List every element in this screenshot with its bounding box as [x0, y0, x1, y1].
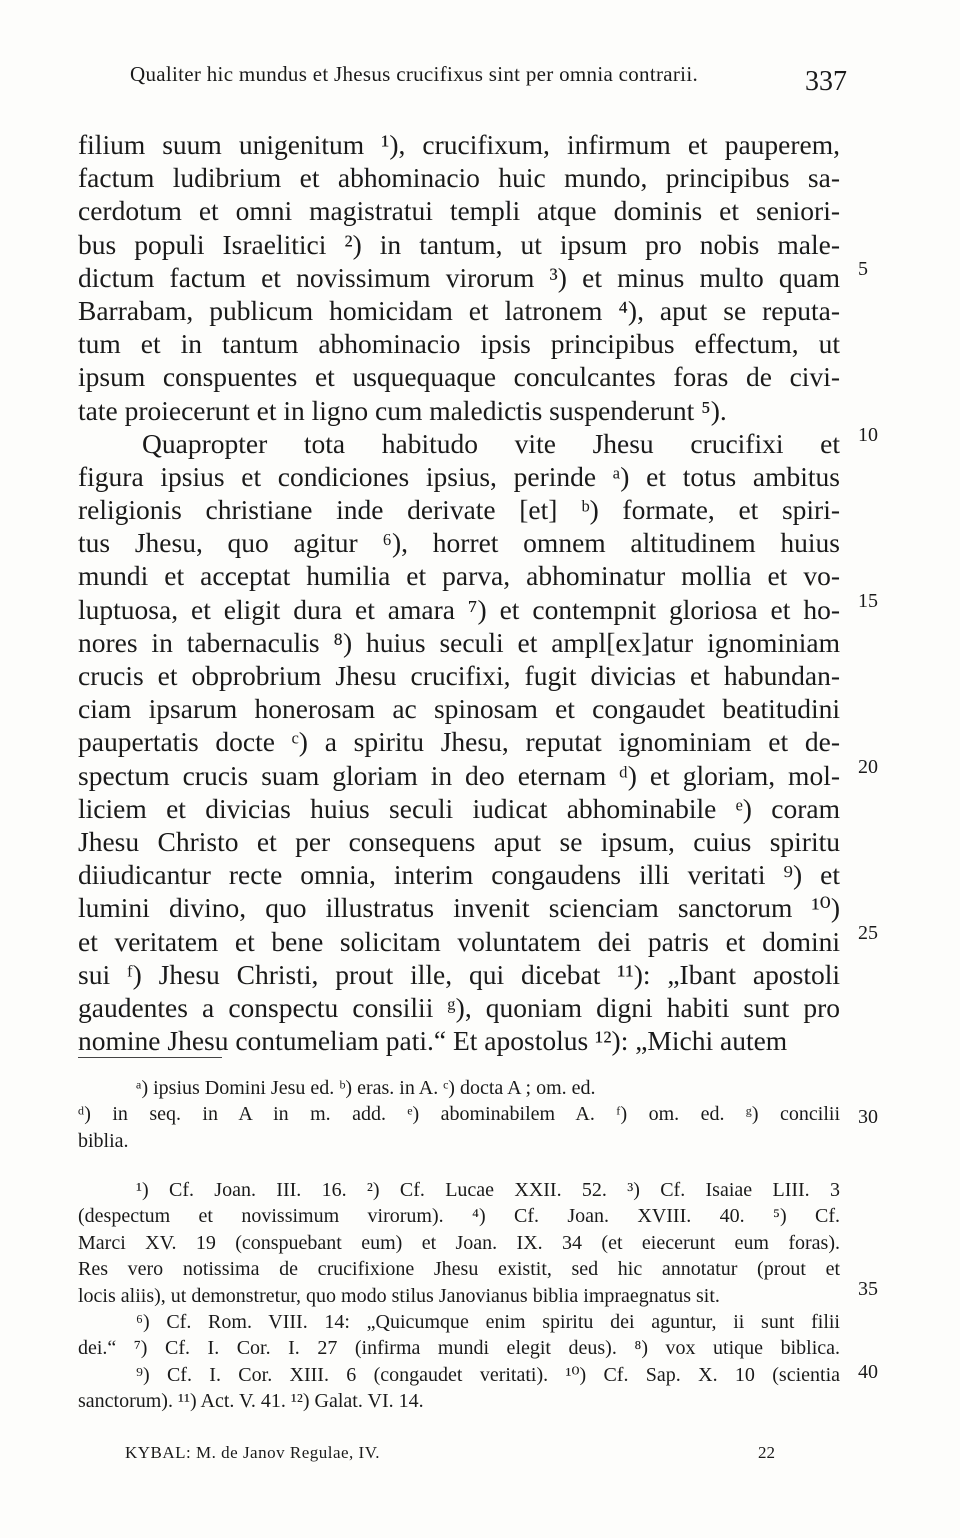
footnote-rule	[78, 1057, 222, 1058]
text-line: spectum crucis suam gloriam in deo eternam ᵈ) et gloriam, mol-	[78, 759, 840, 791]
text-line: crucis et obprobrium Jhesu crucifixi, fugit divicias et habundan-	[78, 660, 840, 691]
source-footnotes	[78, 1177, 840, 1415]
text-line: Barrabam, publicum homicidam et latronem ⁴), aput se reputa-	[78, 294, 840, 326]
text-line: ciam ipsarum honerosam ac spinosam et congaudet beatitudini	[78, 693, 840, 725]
text-line: sui ᶠ) Jhesu Christi, prout ille, qui dicebat ¹¹): „Ibant apostoli	[78, 958, 840, 990]
text-line: nomine Jhesu contumeliam pati.“ Et apostolus ¹²): „Michi autem	[78, 1025, 788, 1057]
margin-line-number: 10	[858, 424, 878, 446]
margin-line-number: 5	[858, 258, 868, 280]
note-line: Res vero notissima de crucifixione Jhesu existit, sed hic annotatur (prout et	[78, 1258, 840, 1281]
text-line: tum et in tantum abhominacio ipsis principibus effectum, ut	[78, 328, 840, 360]
note-line: locis aliis), ut demonstretur, quo modo stilus Janovianus biblia impraegnatus sit.	[78, 1284, 720, 1307]
note-line: ⁹) Cf. I. Cor. XIII. 6 (congaudet veritati). ¹⁰) Cf. Sap. X. 10 (scientia	[136, 1363, 840, 1386]
text-line: cerdotum et omni magistratui templi atque dominis et seniori-	[78, 195, 840, 227]
main-text	[78, 128, 840, 1057]
text-line: religionis christiane inde derivate [et] ᵇ) formate, et spiri-	[78, 494, 840, 526]
margin-line-number: 30	[858, 1106, 878, 1128]
note-line: biblia.	[78, 1129, 129, 1152]
margin-line-number: 25	[858, 922, 878, 944]
margin-line-number: 15	[858, 590, 878, 612]
text-line: factum ludibrium et abhominacio huic mundo, principibus sa-	[78, 162, 840, 194]
text-line: dictum factum et novissimum virorum ³) et minus multo quam	[78, 261, 840, 293]
text-line: luptuosa, et eligit dura et amara ⁷) et contempnit gloriosa et ho-	[78, 593, 840, 625]
signature-line: KYBAL: M. de Janov Regulae, IV.	[125, 1443, 381, 1462]
margin-line-number: 40	[858, 1361, 878, 1383]
note-line: ᵈ) in seq. in A in m. add. ᵉ) abominabilem A. ᶠ) om. ed. ᵍ) concilii	[78, 1103, 840, 1126]
text-line: gaudentes a conspectu consilii ᵍ), quoniam digni habiti sunt pro	[78, 991, 840, 1023]
text-line: diiudicantur recte omnia, interim congaudens illi veritati ⁹) et	[78, 859, 840, 891]
note-line: Marci XV. 19 (conspuebant eum) et Joan. IX. 34 (et eiecerunt eum foras).	[78, 1231, 840, 1254]
text-line: liciem et divicias huius seculi iudicat abhominabile ᵉ) coram	[78, 792, 840, 824]
critical-apparatus	[78, 1075, 840, 1154]
page-number: 337	[805, 66, 847, 97]
text-line: mundi et acceptat humilia et parva, abhominatur mollia et vo-	[78, 560, 840, 592]
text-line: paupertatis docte ᶜ) a spiritu Jhesu, reputat ignominiam et de-	[78, 726, 840, 758]
text-line: tate proiecerunt et in ligno cum maledictis suspenderunt ⁵).	[78, 394, 727, 426]
text-line: filium suum unigenitum ¹), crucifixum, infirmum et pauperem,	[78, 129, 840, 160]
note-line: dei.“ ⁷) Cf. I. Cor. I. 27 (infirma mundi elegit deus). ⁸) vox utique biblica.	[78, 1337, 840, 1360]
running-title: Qualiter hic mundus et Jhesus crucifixus sint per omnia contrarii.	[130, 62, 699, 86]
text-line: figura ipsius et condiciones ipsius, perinde ᵃ) et totus ambitus	[78, 460, 840, 492]
margin-line-number: 35	[858, 1278, 878, 1300]
text-line: nores in tabernaculis ⁸) huius seculi et ampl[ex]atur ignominiam	[78, 626, 840, 658]
text-line: Jhesu Christo et per consequens aput se ipsum, cuius spiritu	[78, 825, 840, 857]
text-line: bus populi Israelitici ²) in tantum, ut ipsum pro nobis male-	[78, 228, 840, 260]
note-line: ᵃ) ipsius Domini Jesu ed. ᵇ) eras. in A. ᶜ) docta A ; om. ed.	[136, 1077, 596, 1099]
text-line: tus Jhesu, quo agitur ⁶), horret omnem altitudinem huius	[78, 527, 840, 559]
text-line: lumini divino, quo illustratus invenit scienciam sanctorum ¹⁰)	[78, 892, 840, 924]
text-line: ipsum conspuentes et usquequaque conculcantes foras de civi-	[78, 361, 840, 393]
sheet-number: 22	[758, 1443, 775, 1462]
note-line: sanctorum). ¹¹) Act. V. 41. ¹²) Galat. VI. 14.	[78, 1390, 424, 1413]
note-line: ⁶) Cf. Rom. VIII. 14: „Quicumque enim spiritu dei aguntur, ii sunt filii	[136, 1310, 840, 1333]
note-line: ¹) Cf. Joan. III. 16. ²) Cf. Lucae XXII. 52. ³) Cf. Isaiae LIII. 3	[136, 1179, 840, 1201]
margin-line-number: 20	[858, 756, 878, 778]
text-line: Quapropter tota habitudo vite Jhesu crucifixi et	[142, 427, 840, 459]
text-line: et veritatem et bene solicitam voluntatem dei patris et domini	[78, 925, 840, 957]
note-line: (despectum et novissimum virorum). ⁴) Cf. Joan. XVIII. 40. ⁵) Cf.	[78, 1205, 840, 1228]
